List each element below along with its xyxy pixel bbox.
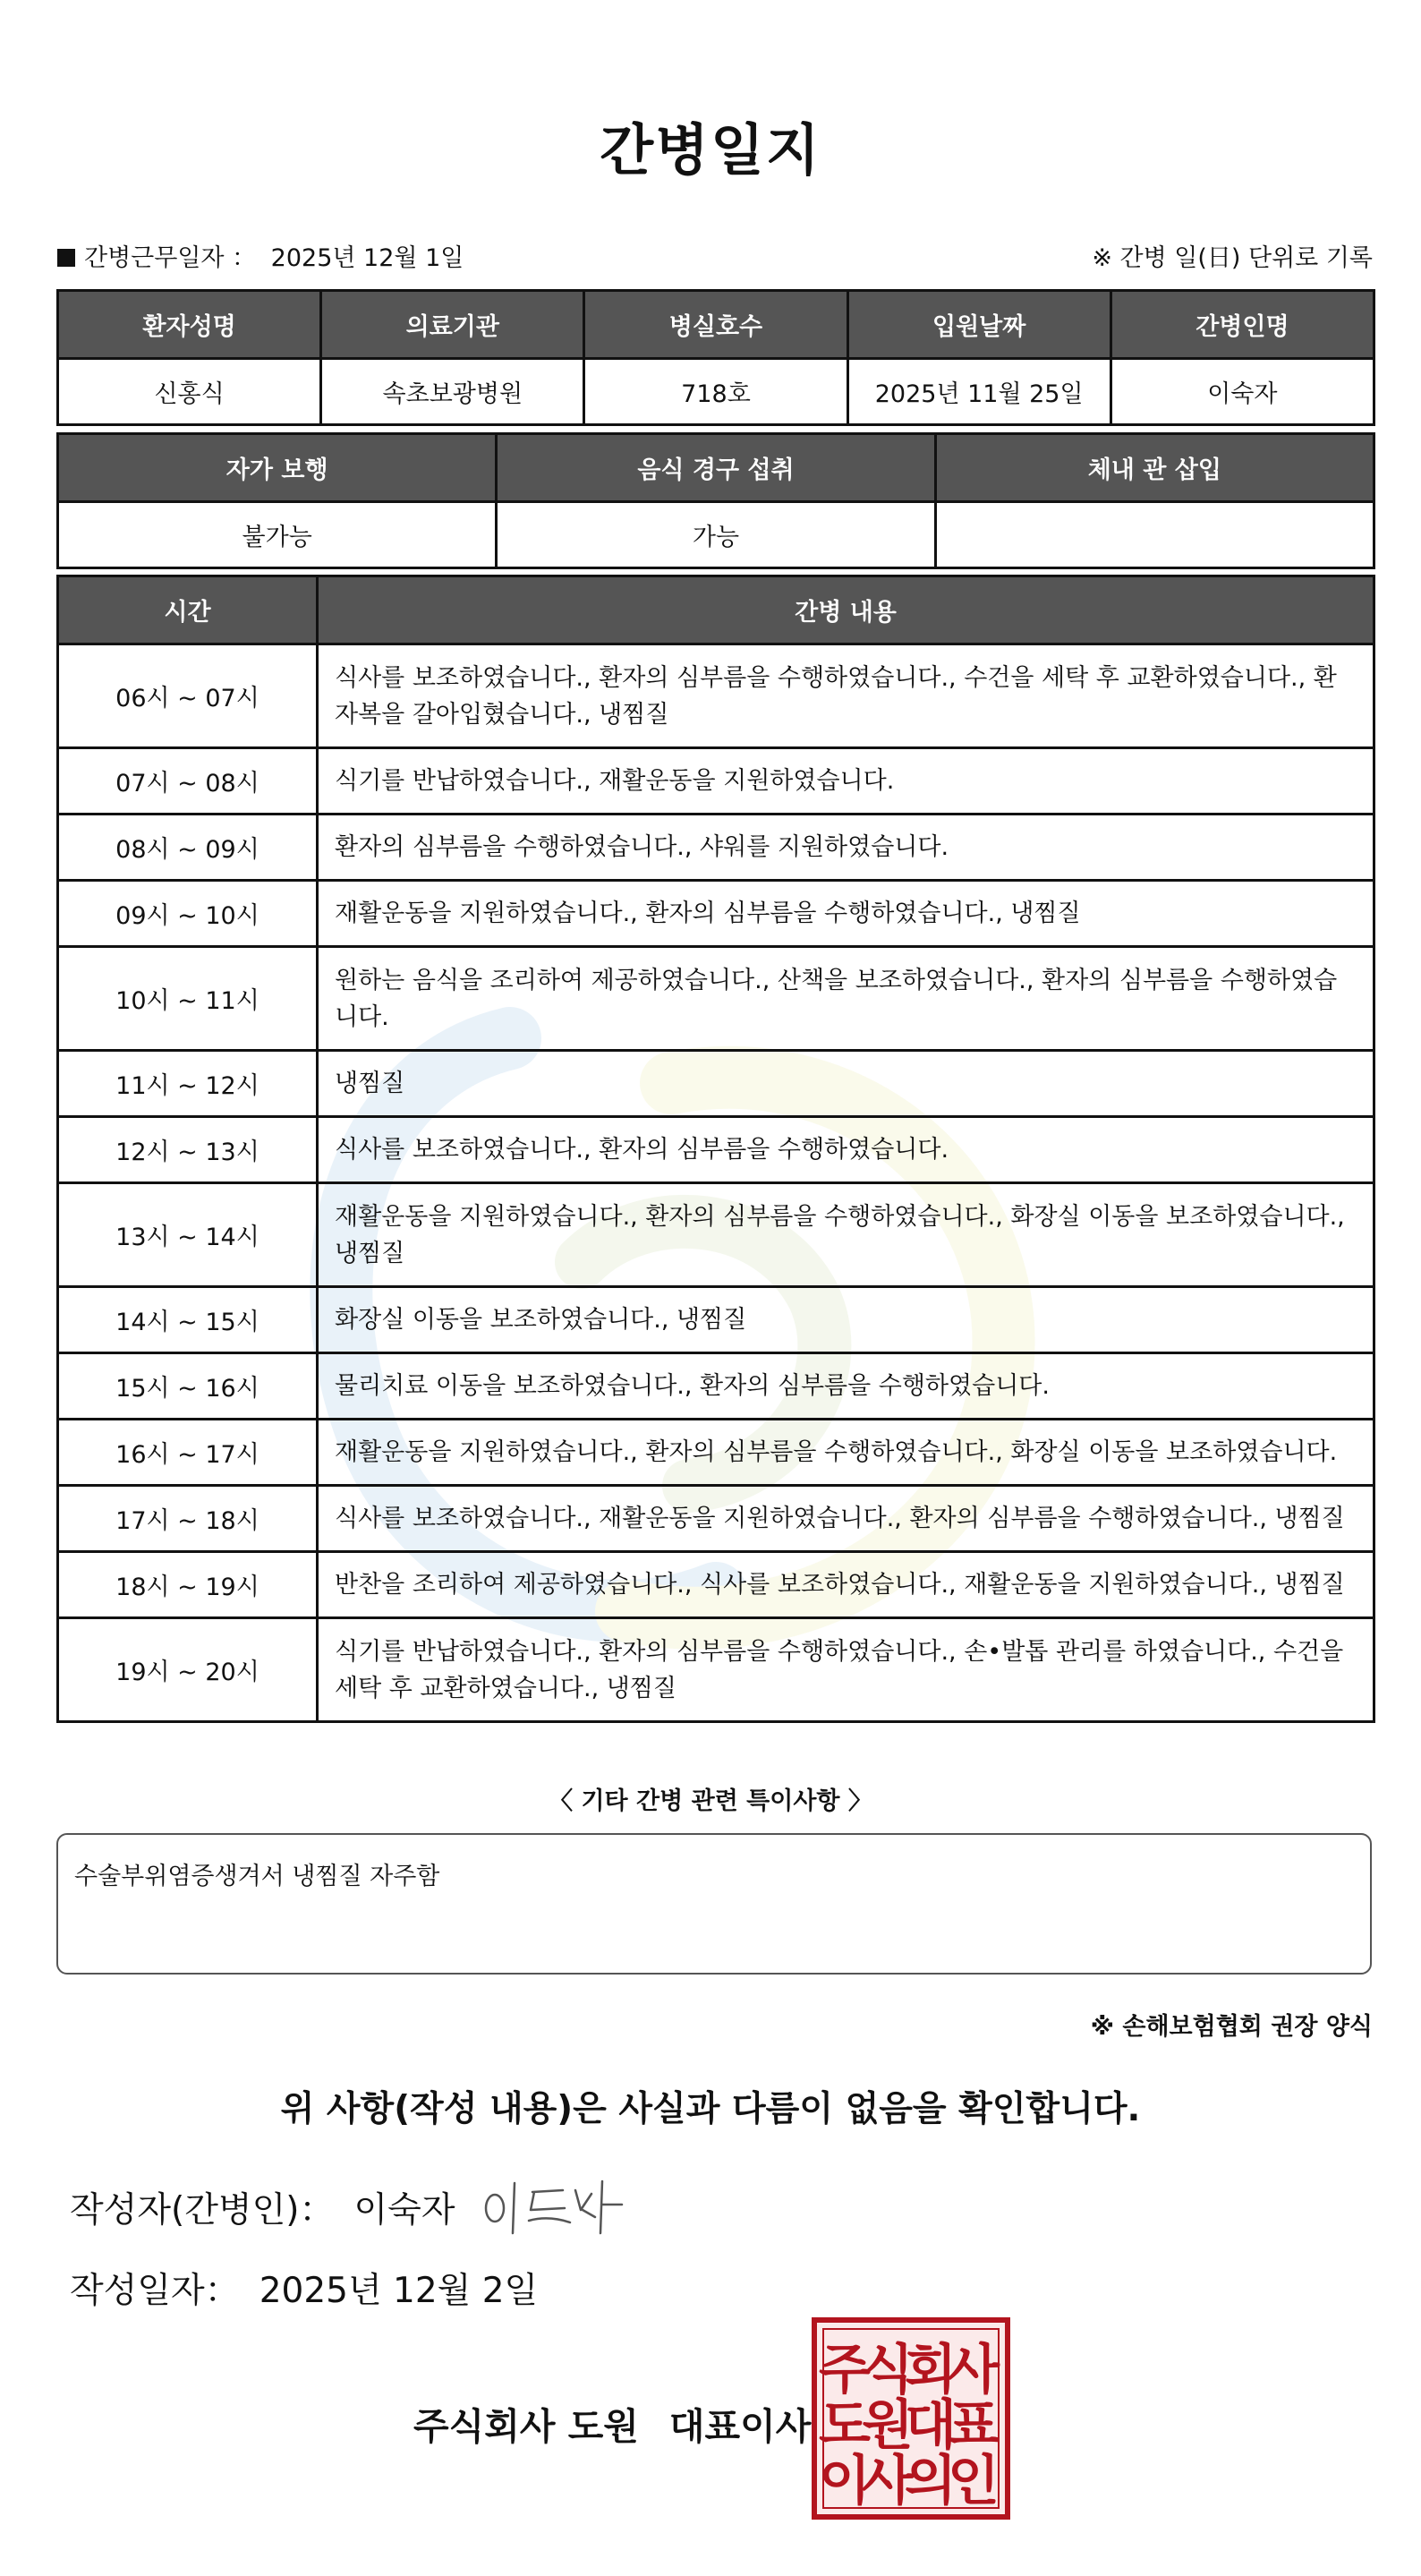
svg-text:표: 표 bbox=[948, 2394, 1000, 2457]
svg-text:이: 이 bbox=[819, 2450, 871, 2512]
log-content: 식기를 반납하였습니다., 환자의 심부름을 수행하였습니다., 손•발톱 관리를 하였습니다., 수건을 세탁 후 교환하였습니다., 냉찜질 bbox=[318, 1618, 1374, 1722]
table-row bbox=[58, 1618, 1374, 1722]
log-time: 12시 ~ 13시 bbox=[58, 1117, 318, 1183]
company-representative: 대표이사 bbox=[668, 2405, 812, 2448]
tube-insertion bbox=[935, 502, 1374, 568]
table-row bbox=[58, 644, 1374, 748]
table-row bbox=[58, 881, 1374, 947]
log-content: 식기를 반납하였습니다., 재활운동을 지원하였습니다. bbox=[318, 748, 1374, 815]
table-row bbox=[58, 1117, 1374, 1183]
svg-text:사: 사 bbox=[862, 2450, 914, 2512]
table-row bbox=[58, 1287, 1374, 1353]
table-header-row bbox=[58, 576, 1374, 644]
log-time: 13시 ~ 14시 bbox=[58, 1183, 318, 1287]
table-row bbox=[58, 748, 1374, 815]
writer-line bbox=[70, 2182, 455, 2232]
log-time: 09시 ~ 10시 bbox=[58, 881, 318, 947]
svg-text:식: 식 bbox=[862, 2339, 914, 2401]
log-content: 식사를 보조하였습니다., 환자의 심부름을 수행하였습니다., 수건을 세탁 후 교환하였습니다., 환자복을 갈아입혔습니다., 냉찜질 bbox=[318, 644, 1374, 748]
company-line bbox=[413, 2397, 811, 2450]
log-time: 18시 ~ 19시 bbox=[58, 1552, 318, 1618]
svg-text:원: 원 bbox=[862, 2394, 914, 2457]
written-date-label: 작성일자： bbox=[70, 2271, 240, 2311]
log-content: 물리치료 이동을 보조하였습니다., 환자의 심부름을 수행하였습니다. bbox=[318, 1353, 1374, 1420]
hospital: 속초보광병원 bbox=[321, 359, 584, 425]
table-header-row bbox=[58, 291, 1374, 359]
oral-intake: 가능 bbox=[497, 502, 935, 568]
writer-name: 이숙자 bbox=[353, 2190, 455, 2231]
room-number: 718호 bbox=[584, 359, 847, 425]
table-row bbox=[58, 815, 1374, 881]
unit-note: ※ 간병 일(日) 단위로 기록 bbox=[1092, 244, 1373, 272]
log-time: 14시 ~ 15시 bbox=[58, 1287, 318, 1353]
svg-text:사: 사 bbox=[948, 2339, 1000, 2401]
log-time: 17시 ~ 18시 bbox=[58, 1486, 318, 1552]
patient-status-table bbox=[56, 432, 1375, 569]
svg-text:주: 주 bbox=[819, 2339, 871, 2401]
table-row bbox=[58, 1051, 1374, 1117]
self-walking: 불가능 bbox=[58, 502, 497, 568]
header-admission-date: 입원날짜 bbox=[847, 291, 1110, 359]
header-time: 시간 bbox=[58, 576, 318, 644]
log-content: 냉찜질 bbox=[318, 1051, 1374, 1117]
log-time: 10시 ~ 11시 bbox=[58, 947, 318, 1051]
writer-label: 작성자(간병인)： bbox=[70, 2190, 335, 2231]
confirm-statement: 위 사항(작성 내용)은 사실과 다름이 없음을 확인합니다. bbox=[280, 2089, 1141, 2129]
log-time: 07시 ~ 08시 bbox=[58, 748, 318, 815]
log-content: 화장실 이동을 보조하였습니다., 냉찜질 bbox=[318, 1287, 1374, 1353]
table-row bbox=[58, 947, 1374, 1051]
log-content: 재활운동을 지원하였습니다., 환자의 심부름을 수행하였습니다., 화장실 이동을 보조하였습니다. bbox=[318, 1420, 1374, 1486]
log-time: 11시 ~ 12시 bbox=[58, 1051, 318, 1117]
admission-date: 2025년 11월 25일 bbox=[847, 359, 1110, 425]
svg-text:회: 회 bbox=[905, 2339, 957, 2401]
table-row bbox=[58, 1183, 1374, 1287]
log-content: 환자의 심부름을 수행하였습니다., 샤워를 지원하였습니다. bbox=[318, 815, 1374, 881]
written-date-value: 2025년 12월 2일 bbox=[259, 2271, 539, 2311]
log-content: 재활운동을 지원하였습니다., 환자의 심부름을 수행하였습니다., 냉찜질 bbox=[318, 881, 1374, 947]
log-time: 08시 ~ 09시 bbox=[58, 815, 318, 881]
table-row bbox=[58, 359, 1374, 425]
company-name: 주식회사 도원 bbox=[413, 2405, 639, 2448]
table-row bbox=[58, 1552, 1374, 1618]
log-time: 06시 ~ 07시 bbox=[58, 644, 318, 748]
table-row bbox=[58, 1486, 1374, 1552]
patient-info-table bbox=[56, 289, 1375, 426]
svg-text:대: 대 bbox=[905, 2394, 957, 2457]
log-content: 식사를 보조하였습니다., 재활운동을 지원하였습니다., 환자의 심부름을 수행하였습니다., 냉찜질 bbox=[318, 1486, 1374, 1552]
log-time: 15시 ~ 16시 bbox=[58, 1353, 318, 1420]
header-patient-name: 환자성명 bbox=[58, 291, 321, 359]
work-date-label: 간병근무일자 ： bbox=[84, 244, 257, 272]
header-oral-intake: 음식 경구 섭취 bbox=[497, 434, 935, 502]
handwritten-signature bbox=[477, 2171, 638, 2242]
company-seal-icon bbox=[811, 2316, 1011, 2521]
written-date-line bbox=[70, 2263, 538, 2313]
header-tube-insertion: 체내 관 삽입 bbox=[935, 434, 1374, 502]
log-time: 16시 ~ 17시 bbox=[58, 1420, 318, 1486]
header-care-content: 간병 내용 bbox=[318, 576, 1374, 644]
table-row bbox=[58, 502, 1374, 568]
log-content: 반찬을 조리하여 제공하였습니다., 식사를 보조하였습니다., 재활운동을 지원하였습니다., 냉찜질 bbox=[318, 1552, 1374, 1618]
patient-name: 신홍식 bbox=[58, 359, 321, 425]
svg-text:의: 의 bbox=[905, 2450, 957, 2512]
table-row bbox=[58, 1353, 1374, 1420]
table-row bbox=[58, 1420, 1374, 1486]
work-date bbox=[57, 238, 464, 273]
notes-box bbox=[56, 1833, 1372, 1975]
log-content: 원하는 음식을 조리하여 제공하였습니다., 산책을 보조하였습니다., 환자의 심부름을 수행하였습니다. bbox=[318, 947, 1374, 1051]
square-bullet-icon bbox=[57, 249, 75, 267]
log-content: 식사를 보조하였습니다., 환자의 심부름을 수행하였습니다. bbox=[318, 1117, 1374, 1183]
header-self-walking: 자가 보행 bbox=[58, 434, 497, 502]
header-caregiver: 간병인명 bbox=[1110, 291, 1374, 359]
caregiver-name: 이숙자 bbox=[1110, 359, 1374, 425]
recommend-note: ※ 손해보험협회 권장 양식 bbox=[1090, 2013, 1373, 2041]
svg-text:인: 인 bbox=[948, 2450, 1000, 2512]
page-title: 간병일지 bbox=[600, 117, 821, 183]
notes-content: 수술부위염증생겨서 냉찜질 자주함 bbox=[74, 1863, 440, 1890]
notes-title: 〈 기타 간병 관련 특이사항 〉 bbox=[549, 1787, 872, 1815]
log-time: 19시 ~ 20시 bbox=[58, 1618, 318, 1722]
header-room: 병실호수 bbox=[584, 291, 847, 359]
hourly-care-log-table bbox=[56, 575, 1375, 1723]
table-header-row bbox=[58, 434, 1374, 502]
work-date-value: 2025년 12월 1일 bbox=[270, 244, 464, 272]
svg-text:도: 도 bbox=[819, 2394, 871, 2457]
header-hospital: 의료기관 bbox=[321, 291, 584, 359]
log-content: 재활운동을 지원하였습니다., 환자의 심부름을 수행하였습니다., 화장실 이동을 보조하였습니다., 냉찜질 bbox=[318, 1183, 1374, 1287]
